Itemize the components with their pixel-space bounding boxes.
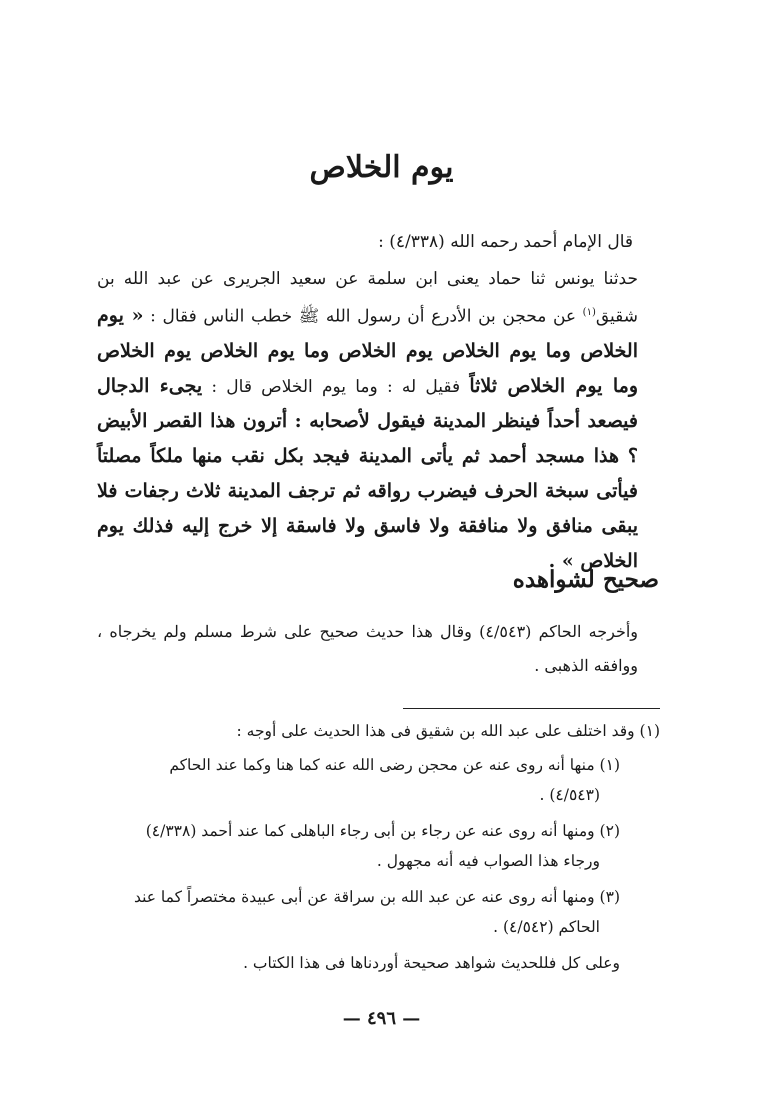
footnote-item-2: (٢) ومنها أنه روى عنه عن رجاء بن أبى رجاء الباهلى كما عند أحمد (٤/٣٣٨)	[145, 822, 620, 840]
hadith-text-part1: « يوم الخلاص وما يوم الخلاص يوم الخلاص وما يوم الخلاص يوم الخلاص وما يوم الخلاص ثلاثاً	[97, 304, 638, 397]
footnote-item-3-cont: الحاكم (٤/٥٤٢) .	[493, 918, 600, 936]
footnote-closing: وعلى كل فللحديث شواهد صحيحة أوردناها فى هذا الكتاب .	[243, 954, 620, 972]
hadith-chain: حدثنا يونس ثنا حماد يعنى ابن سلمة عن سعيد الجريرى عن عبد الله بن شقيق	[97, 269, 638, 327]
source-intro: قال الإمام أحمد رحمه الله (٤/٣٣٨) :	[378, 232, 633, 252]
page-number: — ٤٩٦ —	[342, 1008, 421, 1029]
footnotes-block	[97, 716, 660, 978]
footnote-divider	[403, 708, 660, 709]
hadith-narration: فقيل له : وما يوم الخلاص قال :	[211, 376, 461, 397]
footnote-item-2-cont: ورجاء هذا الصواب فيه أنه مجهول .	[376, 852, 600, 870]
hadith-grade: صحيح لشواهده	[512, 566, 659, 593]
hadith-chain-continued: عن محجن بن الأدرع أن رسول الله ﷺ خطب الناس فقال :	[150, 306, 577, 327]
takhrij-text: وأخرجه الحاكم (٤/٥٤٣) وقال هذا حديث صحيح على شرط مسلم ولم يخرجاه ، ووافقه الذهبى .	[97, 622, 639, 675]
hadith-text-part2: يجىء الدجال فيصعد أحداً فينظر المدينة فيقول لأصحابه : أترون هذا القصر الأبيض ؟ هذا مسجد أحمد ثم يأتى المدينة فيجد بكل نقب منها ملكاً مصلتاً فيأتى سبخة الحرف فيضرب رواقه ثم ترجف المدينة ثلاث رجفات فلا يبقى منافق ولا منافقة ولا فاسق ولا فاسقة إلا خرج إليه فذلك يوم الخلاص » .	[97, 374, 638, 572]
chapter-title: يوم الخلاص	[309, 150, 454, 185]
footnote-item-1: (١) منها أنه روى عنه عن محجن رضى الله عنه كما هنا وكما عند الحاكم	[169, 756, 620, 774]
hadith-block	[97, 262, 660, 579]
footnote-item-1-cont: (٤/٥٤٣) .	[539, 786, 600, 804]
footnote-item-3: (٣) ومنها أنه روى عنه عن عبد الله بن سراقة عن أبى عبيدة مختصراً كما عند	[133, 888, 620, 906]
footnote-intro: (١) وقد اختلف على عبد الله بن شقيق فى هذا الحديث على أوجه :	[236, 722, 660, 740]
footnote-marker: (١)	[582, 307, 596, 318]
takhrij-block	[97, 615, 660, 683]
